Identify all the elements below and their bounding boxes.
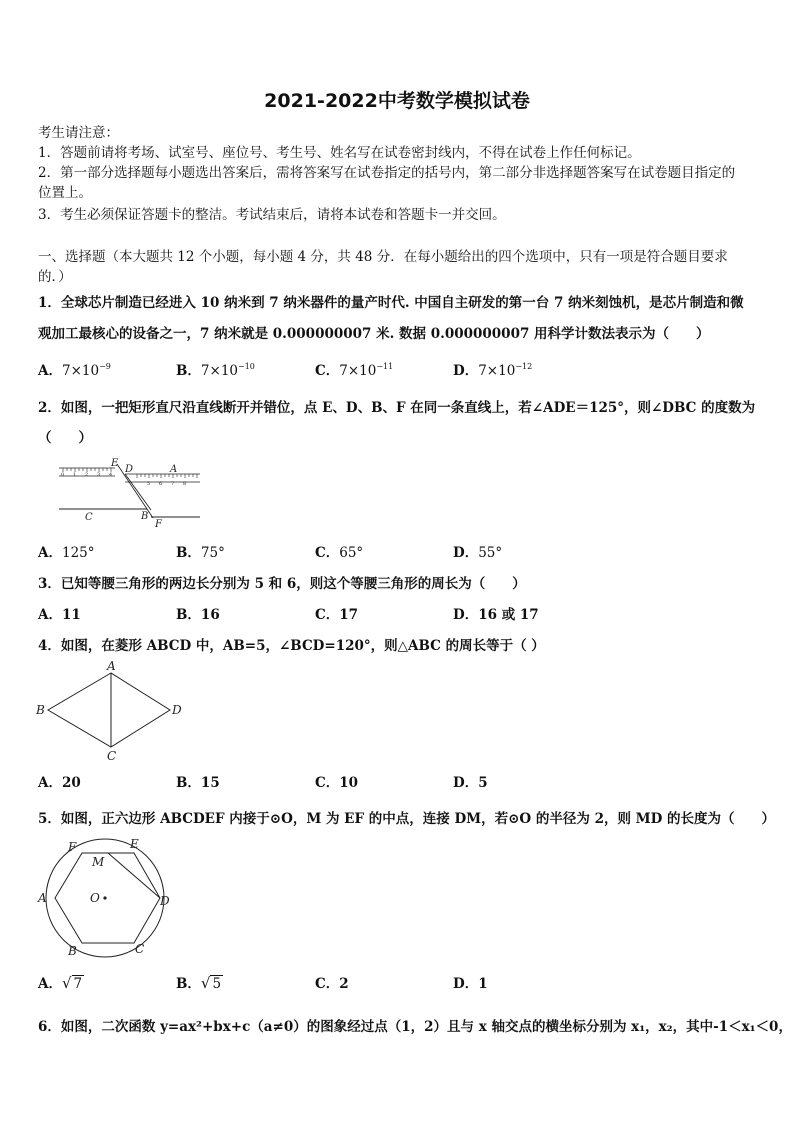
label-d: D	[160, 894, 170, 908]
option-a[interactable]	[38, 771, 81, 791]
option-c[interactable]	[315, 359, 393, 379]
tick-label: 4	[109, 472, 113, 478]
segment-md	[108, 853, 160, 898]
option-value: 20	[61, 775, 81, 791]
option-a[interactable]	[38, 972, 84, 992]
label-c: C	[107, 749, 117, 763]
option-value: $7\times 10^{-12}$	[478, 362, 533, 379]
ruler-figure	[55, 456, 205, 528]
question-1-text: 1．全球芯片制造已经进入 10 纳米到 7 纳米器件的量产时代. 中国自主研发的第一台 7 纳米刻蚀机，是芯片制造和微	[38, 295, 744, 311]
question-4-text: 4．如图，在菱形 ABCD 中，AB=5，∠BCD=120°，则△ABC 的周长等于（ ）	[38, 638, 545, 654]
option-label: B．	[176, 976, 201, 992]
transversal-line	[117, 464, 153, 518]
option-label: A．	[38, 607, 62, 623]
ruler-edge	[125, 474, 151, 510]
label-d: D	[125, 464, 134, 475]
label-c: C	[85, 512, 93, 523]
rhombus-figure	[30, 655, 190, 765]
question-3-text: 3．已知等腰三角形的两边长分别为 5 和 6，则这个等腰三角形的周长为（ ）	[38, 576, 526, 592]
option-b[interactable]	[176, 359, 255, 379]
option-value: 16 或 17	[478, 607, 539, 623]
label-d: D	[172, 703, 182, 717]
notice-item: 位置上。	[38, 185, 92, 201]
tick-label: 1	[73, 472, 77, 478]
tick-label: 6	[159, 481, 163, 487]
option-d[interactable]	[453, 359, 532, 379]
label-b: B	[68, 944, 77, 958]
option-label: C．	[315, 545, 340, 561]
question-1-text: 观加工最核心的设备之一，7 纳米就是 0.000000007 米. 数据 0.000000007 用科学计数法表示为（ ）	[38, 326, 710, 342]
section-heading: 的．）	[38, 269, 72, 285]
center-point	[103, 896, 106, 899]
label-c: C	[135, 942, 145, 956]
tick-label: 3	[97, 472, 101, 478]
question-2-text: 2．如图，一把矩形直尺沿直线断开并错位，点 E、D、B、F 在同一条直线上，若∠ADE＝125°，则∠DBC 的度数为	[38, 400, 756, 416]
hexagon-figure	[30, 832, 180, 962]
option-value: 55°	[478, 545, 503, 561]
option-value: 5	[478, 775, 488, 791]
label-o: O	[90, 891, 100, 905]
label-f: F	[68, 840, 77, 854]
option-value: 11	[61, 607, 81, 623]
label-m: M	[92, 855, 105, 869]
option-c[interactable]	[315, 972, 349, 992]
option-label: C．	[315, 363, 340, 379]
option-d[interactable]	[453, 541, 502, 561]
option-label: D．	[453, 775, 479, 791]
option-b[interactable]	[176, 972, 223, 992]
option-d[interactable]	[453, 972, 488, 992]
option-value: $7\times 10^{-9}$	[61, 362, 111, 379]
option-d[interactable]	[453, 771, 488, 791]
option-b[interactable]	[176, 771, 220, 791]
option-label: C．	[315, 607, 340, 623]
label-a: A	[38, 891, 47, 905]
option-value: 15	[200, 775, 220, 791]
question-5-text: 5．如图，正六边形 ABCDEF 内接于⊙O，M 为 EF 的中点，连接 DM，若⊙O 的半径为 2，则 MD 的长度为（ ）	[38, 811, 776, 827]
sqrt-value: √ 7	[61, 974, 83, 992]
option-c[interactable]	[315, 541, 363, 561]
option-label: D．	[453, 607, 479, 623]
right-ruler	[125, 474, 200, 482]
option-a[interactable]	[38, 603, 81, 623]
option-label: B．	[176, 545, 201, 561]
question-6-text: 6．如图，二次函数 y=ax²+bx+c（a≠0）的图象经过点（1，2）且与 x 轴交点的横坐标分别为 x₁，x₂，其中-1＜x₁＜0，	[38, 1019, 792, 1035]
option-value: 16	[200, 607, 220, 623]
tick-label: 5	[147, 481, 151, 487]
label-f: F	[155, 519, 162, 528]
option-label: B．	[176, 775, 201, 791]
label-b: B	[36, 703, 45, 717]
label-a: A	[107, 659, 116, 673]
option-b[interactable]	[176, 603, 220, 623]
option-value: 17	[339, 607, 359, 623]
option-c[interactable]	[315, 771, 358, 791]
option-value: 10	[339, 775, 359, 791]
option-value: 65°	[339, 545, 364, 561]
notice-item: 2．第一部分选择题每小题选出答案后，需将答案写在试卷指定的括号内，第二部分非选择题答案写在试卷题目指定的	[38, 165, 736, 181]
option-label: C．	[315, 775, 340, 791]
option-label: D．	[453, 363, 479, 379]
question-2-text: （ ）	[38, 430, 92, 446]
option-b[interactable]	[176, 541, 225, 561]
option-value: 75°	[200, 545, 225, 561]
label-e: E	[111, 458, 119, 469]
section-heading: 一、选择题（本大题共 12 个小题，每小题 4 分，共 48 分．在每小题给出的四个选项中，只有一项是符合题目要求	[38, 249, 728, 265]
option-label: B．	[176, 607, 201, 623]
tick-label: 0	[61, 472, 65, 478]
notice-item: 3．考生必须保证答题卡的整洁。考试结束后，请将本试卷和答题卡一并交回。	[38, 207, 506, 223]
option-label: A．	[38, 775, 62, 791]
option-a[interactable]	[38, 541, 95, 561]
option-value: 1	[478, 976, 488, 992]
option-label: A．	[38, 545, 62, 561]
option-label: A．	[38, 363, 62, 379]
notice-item: 1．答题前请将考场、试室号、座位号、考生号、姓名写在试卷密封线内，不得在试卷上作任何标记。	[38, 145, 641, 161]
page-title: 2021-2022中考数学模拟试卷	[264, 90, 530, 112]
label-e: E	[130, 837, 139, 851]
option-value: $7\times 10^{-11}$	[339, 362, 394, 379]
option-value: 2	[339, 976, 349, 992]
option-d[interactable]	[453, 603, 539, 623]
hexagon-abcdef	[55, 853, 160, 943]
option-label: C．	[315, 976, 340, 992]
tick-label: 7	[171, 481, 175, 487]
option-label: D．	[453, 545, 479, 561]
tick-label: 8	[183, 481, 187, 487]
rhombus-abcd	[48, 673, 170, 747]
label-a: A	[170, 464, 178, 475]
option-label: B．	[176, 363, 201, 379]
notice-heading: 考生请注意：	[38, 125, 119, 141]
option-c[interactable]	[315, 603, 358, 623]
sqrt-value: √ 5	[200, 974, 222, 992]
label-b: B	[141, 511, 149, 522]
option-label: A．	[38, 976, 62, 992]
option-value: 125°	[61, 545, 95, 561]
option-label: D．	[453, 976, 479, 992]
option-a[interactable]	[38, 359, 111, 379]
option-value: $7\times 10^{-10}$	[200, 362, 255, 379]
tick-label: 2	[85, 472, 89, 478]
